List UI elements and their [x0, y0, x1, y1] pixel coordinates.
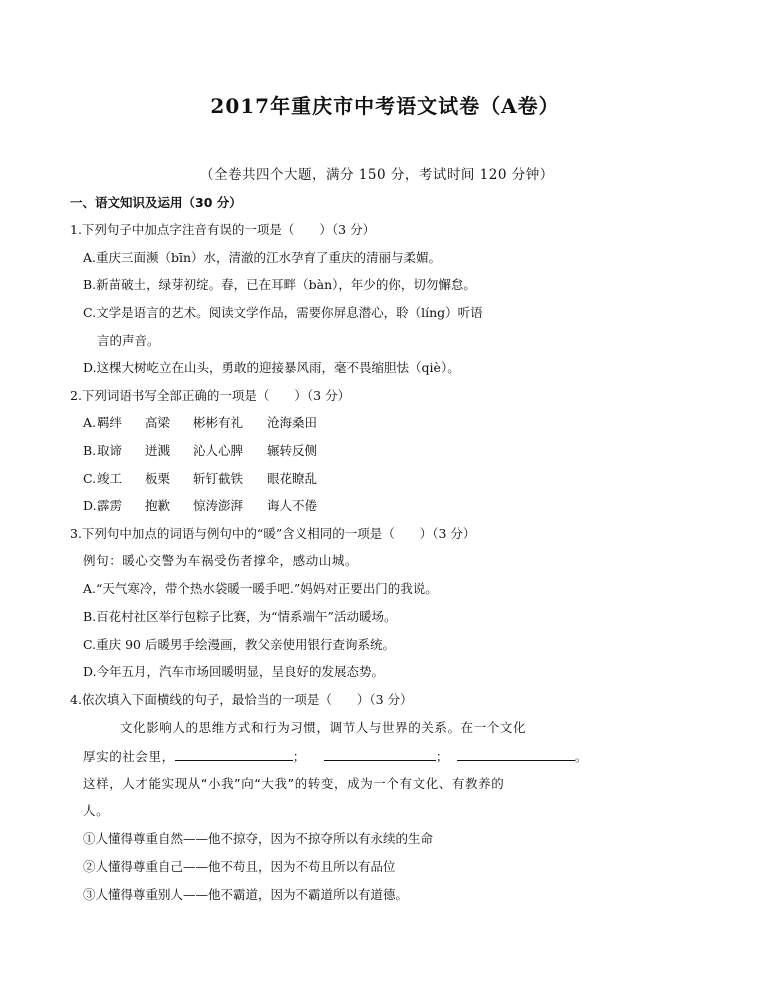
page-title: 2017年重庆市中考语文试卷（A卷）: [210, 94, 560, 118]
option-letter: A.: [83, 415, 97, 430]
q2-d-word-3: 惊涛澎湃: [193, 498, 244, 513]
q2-a-word-4: 沧海桑田: [267, 415, 318, 430]
question-3-example: 例句：暖心交警为车祸受伤者撑伞，感动山城。: [83, 553, 359, 568]
section-heading: 一、语文知识及运用（30 分）: [70, 195, 242, 210]
question-4-stem: 4.依次填入下面横线的句子，最恰当的一项是（ ）（3 分）: [70, 692, 413, 707]
q2-c-word-3: 斩钉截铁: [193, 471, 244, 486]
q2-c-word-2: 板栗: [145, 471, 171, 486]
question-4-passage-line-2: [83, 748, 588, 765]
q2-a-word-1: 羁绊: [97, 415, 123, 430]
question-3-stem: 3.下列句中加点的词语与例句中的“暖”含义相同的一项是（ ）（3 分）: [70, 526, 476, 541]
question-1-option-d: D.这棵大树屹立在山头，勇敢的迎接暴风雨，毫不畏缩胆怯（qiè）。: [83, 360, 460, 375]
q2-b-word-2: 迸溅: [145, 443, 171, 458]
question-3-option-d: D.今年五月，汽车市场回暖明显，呈良好的发展态势。: [83, 664, 385, 679]
question-4-sentence-1: ①人懂得尊重自然——他不掠夺，因为不掠夺所以有永续的生命: [83, 831, 434, 846]
question-4-passage-line-4: 人。: [83, 803, 110, 818]
question-1-option-b: B.新苗破土，绿芽初绽。春，已在耳畔（bàn），年少的你，切勿懈怠。: [83, 277, 476, 292]
q2-a-word-3: 彬彬有礼: [193, 415, 244, 430]
option-letter: D.: [83, 498, 97, 513]
question-1-option-c: C.文学是语言的艺术。阅读文学作品，需要你屏息潜心，聆（líng）听语: [83, 305, 483, 320]
answer-blank-2: [324, 748, 436, 761]
q2-d-word-1: 霹雳: [97, 498, 123, 513]
q2-d-word-4: 诲人不倦: [267, 498, 318, 513]
sentence-end: 。: [574, 749, 589, 764]
q2-d-word-2: 抱歉: [145, 498, 171, 513]
q2-b-word-1: 取谛: [97, 443, 123, 458]
q2-c-word-1: 竣工: [97, 471, 123, 486]
question-2-stem: 2.下列词语书写全部正确的一项是（ ）（3 分）: [70, 388, 351, 403]
option-letter: B.: [83, 443, 97, 458]
passage-text: 厚实的社会里，: [83, 749, 175, 764]
q2-b-word-3: 沁人心脾: [193, 443, 244, 458]
answer-blank-1: [175, 748, 293, 761]
question-1-option-a: A.重庆三面濒（bīn）水，清澈的江水孕育了重庆的清丽与柔媚。: [83, 250, 442, 265]
question-3-option-a: A.“天气寒冷，带个热水袋暖一暖手吧.”妈妈对正要出门的我说。: [83, 581, 438, 596]
separator: ；: [292, 749, 306, 764]
answer-blank-3: [457, 748, 575, 761]
option-letter: C.: [83, 471, 97, 486]
question-4-passage-line-3: 这样，人才能实现从“小我”向“大我”的转变，成为一个有文化、有教养的: [83, 776, 505, 791]
question-4-sentence-3: ③人懂得尊重别人——他不霸道，因为不霸道所以有道德。: [83, 887, 409, 902]
q2-b-word-4: 辗转反侧: [267, 443, 318, 458]
question-4-sentence-2: ②人懂得尊重自己——他不苟且，因为不苟且所以有品位: [83, 859, 396, 874]
question-1-option-c-continued: 言的声音。: [97, 333, 160, 348]
question-3-option-c: C.重庆 90 后暖男手绘漫画，教父亲使用银行查询系统。: [83, 637, 395, 652]
separator: ；: [435, 749, 449, 764]
q2-c-word-4: 眼花瞭乱: [267, 471, 318, 486]
question-3-option-b: B.百花村社区举行包粽子比赛，为“情系端午”活动暖场。: [83, 609, 397, 624]
question-1-stem: 1.下列句子中加点字注音有误的一项是（ ）（3 分）: [70, 222, 376, 237]
question-4-passage-line-1: 文化影响人的思维方式和行为习惯，调节人与世界的关系。在一个文化: [120, 720, 527, 735]
q2-a-word-2: 高梁: [145, 415, 171, 430]
exam-instructions: （全卷共四个大题，满分 150 分，考试时间 120 分钟）: [200, 167, 554, 183]
